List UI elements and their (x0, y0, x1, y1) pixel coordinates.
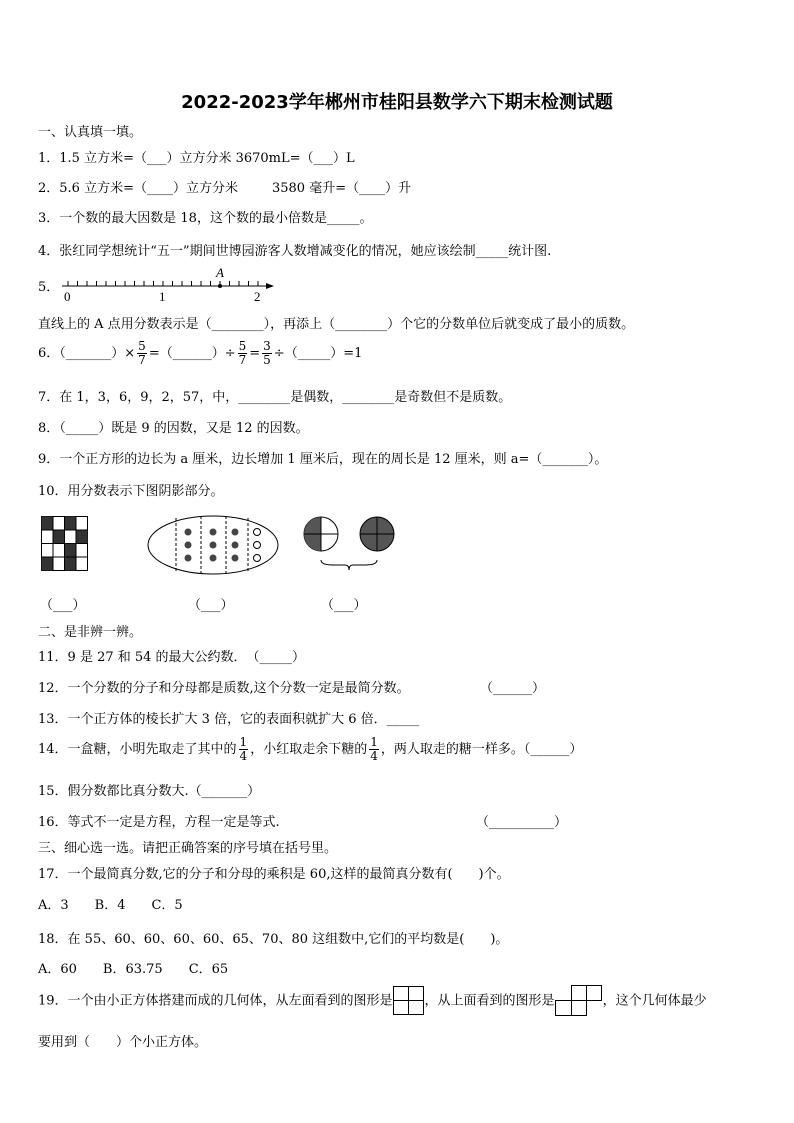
question-17-options: A．3 B．4 C．5 (38, 898, 183, 913)
q14-fraction-2: $\frac{1}{4}$ (370, 735, 378, 763)
question-19-line-2: 要用到（ ）个小正方体。 (38, 1035, 208, 1050)
q6-part-4: ÷（_____）=1 (273, 346, 363, 361)
q6-fraction-3: $\frac{3}{5}$ (263, 339, 271, 367)
q19-part-3: ，这个几何体最少 (602, 993, 707, 1009)
tick-label-2: 2 (254, 289, 261, 304)
q14-part-3: ，两人取走的糖一样多。（______） (380, 742, 583, 757)
question-1: 1．1.5 立方米=（___）立方分米 3670mL=（___）L (38, 151, 355, 166)
tick-label-1: 1 (159, 289, 166, 304)
question-16: 16．等式不一定是方程，方程一定是等式. (38, 815, 280, 830)
question-10: 10．用分数表示下图阴影部分。 (38, 484, 224, 499)
q10-answer-blank-1[interactable]: （___） (40, 598, 86, 613)
q6-part-3: = (249, 346, 261, 361)
q14-part-1: 14．一盒糖，小明先取走了其中的 (38, 742, 237, 757)
section-3-heading: 三、细心选一选。请把正确答案的序号填在括号里。 (38, 841, 338, 856)
question-17: 17．一个最简真分数,它的分子和分母的乘积是 60,这样的最简真分数有( )个。 (38, 867, 510, 882)
question-9: 9．一个正方形的边长为 a 厘米，边长增加 1 厘米后，现在的周长是 12 厘米，则 a=（_______）。 (38, 452, 608, 467)
question-8: 8．（_____）既是 9 的因数，又是 12 的因数。 (38, 421, 309, 436)
question-6 (38, 340, 362, 367)
question-15: 15．假分数都比真分数大.（_______） (38, 784, 261, 799)
question-2-part-b: 3580 毫升=（____）升 (271, 181, 412, 196)
question-5-number: 5． (38, 280, 60, 295)
page-title: 2022-2023学年郴州市桂阳县数学六下期末检测试题 (181, 92, 613, 113)
point-a-marker (218, 284, 222, 288)
question-12: 12．一个分数的分子和分母都是质数,这个分数一定是最简分数。 (38, 681, 410, 696)
q6-part-1: 6．（_______）× (38, 346, 136, 361)
q14-part-2: ，小红取走余下糖的 (250, 742, 368, 757)
q14-fraction-1: $\frac{1}{4}$ (239, 735, 248, 763)
question-19 (38, 985, 707, 1017)
section-1-heading: 一、认真填一填。 (38, 125, 143, 140)
question-7: 7．在 1，3，6，9，2，57，中，________是偶数，________是奇数但不是质数。 (38, 390, 512, 405)
question-2-part-a: 2．5.6 立方米=（____）立方分米 (38, 181, 238, 196)
question-18-options: A．60 B．63.75 C．65 (38, 962, 229, 977)
q12-answer-blank[interactable]: （______） (480, 681, 546, 696)
question-3: 3．一个数的最大因数是 18，这个数的最小倍数是_____。 (38, 211, 373, 226)
question-18: 18．在 55、60、60、60、60、65、70、80 这组数中,它们的平均数是( )。 (38, 932, 509, 947)
question-11: 11．9 是 27 和 54 的最大公约数． （_____） (38, 650, 306, 665)
section-2-heading: 二、是非辨一辨。 (38, 625, 143, 640)
q6-fraction-2: $\frac{5}{7}$ (238, 339, 247, 367)
oval-dots-figure (146, 514, 280, 576)
q19-part-1: 19．一个由小正方体搭建而成的几何体，从左面看到的图形是 (38, 993, 393, 1009)
question-5-text: 直线上的 A 点用分数表示是（________），再添上（________）个它的分数单位后就变成了最小的质数。 (38, 317, 635, 332)
q6-part-2: =（______）÷ (148, 346, 236, 361)
question-14 (38, 736, 582, 763)
top-view-figure (555, 985, 603, 1017)
checkerboard-figure (41, 516, 89, 572)
q10-answer-blank-3[interactable]: （___） (321, 598, 367, 613)
point-a-label: A (216, 265, 224, 280)
left-view-figure (393, 986, 425, 1016)
number-line (58, 264, 278, 306)
question-13: 13．一个正方体的棱长扩大 3 倍，它的表面积就扩大 6 倍．_____ (38, 712, 420, 727)
q19-part-2: ，从上面看到的图形是 (424, 993, 555, 1009)
q10-answer-blank-2[interactable]: （___） (188, 598, 234, 613)
question-4: 4．张红同学想统计“五一”期间世博园游客人数增减变化的情况，她应该绘制_____统计图. (38, 244, 552, 259)
question-2 (38, 177, 411, 196)
circles-figure (303, 514, 395, 576)
q16-answer-blank[interactable]: （__________） (476, 815, 568, 830)
q6-fraction-1: $\frac{5}{7}$ (138, 339, 146, 367)
tick-label-0: 0 (64, 289, 71, 304)
